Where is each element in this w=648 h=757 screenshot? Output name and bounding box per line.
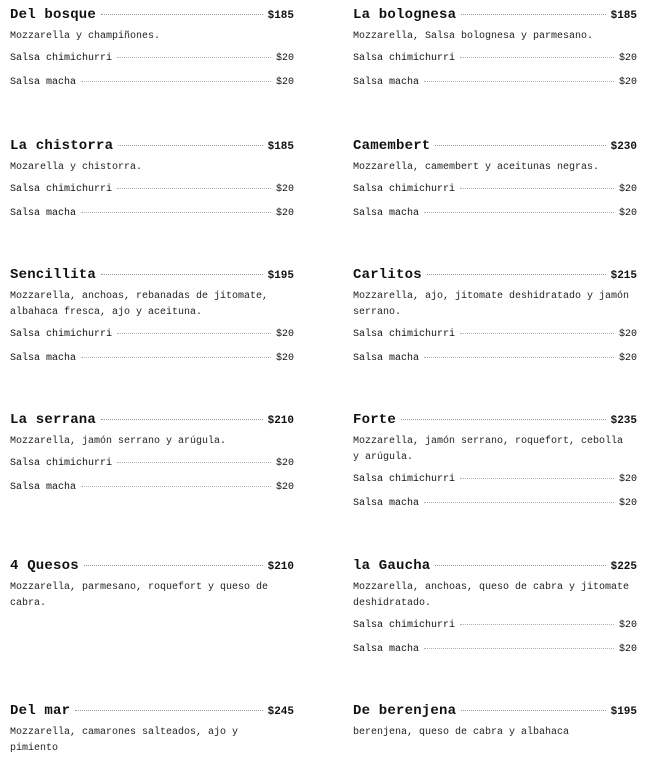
menu-item-description: Mozzarella, camarones salteados, ajo y pimiento — [10, 727, 239, 754]
sauce-price: $20 — [618, 353, 637, 364]
menu-item-title: Del mar — [10, 703, 71, 719]
sauce-price: $20 — [618, 474, 637, 485]
menu-item-description: Mozarella y chistorra. — [10, 162, 143, 173]
sauce-price: $20 — [275, 482, 294, 493]
dot-leader — [401, 419, 606, 420]
sauce-option — [353, 53, 637, 69]
sauce-price: $20 — [618, 329, 637, 340]
menu-item-price: $185 — [610, 10, 637, 22]
sauce-price: $20 — [275, 458, 294, 469]
menu-item-header — [353, 703, 637, 723]
dot-leader — [461, 14, 605, 15]
sauce-option — [353, 474, 637, 490]
menu-item — [353, 703, 637, 741]
dot-leader — [435, 145, 605, 146]
dot-leader — [117, 188, 271, 189]
sauce-price: $20 — [618, 498, 637, 509]
sauce-label: Salsa chimichurri — [10, 458, 113, 469]
sauce-label: Salsa chimichurri — [353, 184, 456, 195]
sauce-option — [10, 353, 294, 369]
menu-item-description: Mozzarella, jamón serrano y arúgula. — [10, 436, 227, 447]
sauce-price: $20 — [618, 184, 637, 195]
sauce-option — [353, 353, 637, 369]
menu-item-price: $225 — [610, 561, 637, 573]
dot-leader — [81, 357, 271, 358]
sauce-price: $20 — [275, 329, 294, 340]
dot-leader — [81, 81, 271, 82]
dot-leader — [424, 648, 614, 649]
sauce-label: Salsa chimichurri — [10, 329, 113, 340]
menu-item-title: 4 Quesos — [10, 558, 79, 574]
menu-item-description: Mozzarella, anchoas, queso de cabra y jitomate deshidratado. — [353, 582, 630, 609]
menu-item — [353, 412, 637, 514]
menu-item-title: Forte — [353, 412, 397, 428]
sauce-price: $20 — [618, 77, 637, 88]
sauce-label: Salsa macha — [10, 208, 77, 219]
sauce-label: Salsa macha — [353, 353, 420, 364]
menu-item — [353, 558, 637, 660]
menu-item-header — [10, 703, 294, 723]
menu-item-description: Mozzarella, jamón serrano, roquefort, cebolla y arúgula. — [353, 436, 624, 463]
dot-leader — [424, 357, 614, 358]
menu-item-header — [10, 267, 294, 287]
sauce-option — [353, 644, 637, 660]
sauce-label: Salsa macha — [353, 77, 420, 88]
menu-item-title: Sencillita — [10, 267, 97, 283]
dot-leader — [101, 14, 263, 15]
sauce-label: Salsa macha — [353, 644, 420, 655]
sauce-option — [353, 77, 637, 93]
sauce-price: $20 — [275, 77, 294, 88]
dot-leader — [424, 212, 614, 213]
sauce-option — [353, 208, 637, 224]
sauce-option — [353, 498, 637, 514]
menu-item-header — [353, 267, 637, 287]
sauce-price: $20 — [275, 353, 294, 364]
menu-item-title: Del bosque — [10, 7, 97, 23]
menu-item-description: Mozzarella y champiñones. — [10, 31, 161, 42]
dot-leader — [75, 710, 262, 711]
menu-item-price: $235 — [610, 415, 637, 427]
dot-leader — [118, 145, 262, 146]
menu-item-title: Carlitos — [353, 267, 422, 283]
menu-item-title: La serrana — [10, 412, 97, 428]
dot-leader — [101, 274, 263, 275]
menu-item-header — [10, 7, 294, 27]
sauce-label: Salsa macha — [10, 353, 77, 364]
menu-item-header — [353, 558, 637, 578]
dot-leader — [460, 624, 614, 625]
dot-leader — [460, 478, 614, 479]
dot-leader — [435, 565, 605, 566]
sauce-label: Salsa chimichurri — [10, 184, 113, 195]
sauce-label: Salsa chimichurri — [353, 620, 456, 631]
menu-item-description: Mozzarella, Salsa bolognesa y parmesano. — [353, 31, 594, 42]
menu-item-price: $195 — [267, 270, 294, 282]
menu-item-description: berenjena, queso de cabra y albahaca — [353, 727, 570, 738]
sauce-option — [10, 77, 294, 93]
menu-item-price: $245 — [267, 706, 294, 718]
menu-item — [353, 138, 637, 224]
dot-leader — [101, 419, 263, 420]
menu-item-title: Camembert — [353, 138, 431, 154]
menu-item — [10, 7, 294, 93]
menu-item-title: La bolognesa — [353, 7, 457, 23]
sauce-label: Salsa chimichurri — [353, 329, 456, 340]
dot-leader — [117, 333, 271, 334]
menu-item-header — [10, 138, 294, 158]
dot-leader — [81, 212, 271, 213]
sauce-label: Salsa chimichurri — [353, 474, 456, 485]
sauce-price: $20 — [618, 208, 637, 219]
dot-leader — [81, 486, 271, 487]
sauce-price: $20 — [275, 208, 294, 219]
menu-item-price: $185 — [267, 141, 294, 153]
menu-item — [10, 267, 294, 369]
menu-item — [353, 7, 637, 93]
dot-leader — [427, 274, 606, 275]
menu-item-title: La chistorra — [10, 138, 114, 154]
menu-item-price: $210 — [267, 561, 294, 573]
sauce-option — [10, 208, 294, 224]
sauce-option — [10, 53, 294, 69]
sauce-label: Salsa macha — [10, 77, 77, 88]
menu-item — [10, 412, 294, 498]
menu-item-description: Mozzarella, camembert y aceitunas negras. — [353, 162, 600, 173]
sauce-price: $20 — [618, 53, 637, 64]
menu-item-header — [10, 412, 294, 432]
sauce-option — [353, 620, 637, 636]
menu-item-price: $210 — [267, 415, 294, 427]
sauce-option — [353, 329, 637, 345]
menu-item-title: De berenjena — [353, 703, 457, 719]
menu-item-header — [353, 138, 637, 158]
dot-leader — [461, 710, 605, 711]
dot-leader — [117, 57, 271, 58]
sauce-option — [10, 329, 294, 345]
menu-item-price: $230 — [610, 141, 637, 153]
menu-item — [10, 558, 294, 612]
dot-leader — [460, 57, 614, 58]
sauce-label: Salsa chimichurri — [10, 53, 113, 64]
menu-item-description: Mozzarella, ajo, jitomate deshidratado y jamón serrano. — [353, 291, 630, 318]
menu-item — [10, 703, 294, 757]
sauce-option — [10, 184, 294, 200]
sauce-price: $20 — [618, 620, 637, 631]
dot-leader — [424, 502, 614, 503]
sauce-price: $20 — [275, 184, 294, 195]
sauce-label: Salsa macha — [353, 208, 420, 219]
menu-item-title: la Gaucha — [353, 558, 431, 574]
dot-leader — [117, 462, 271, 463]
dot-leader — [84, 565, 263, 566]
sauce-label: Salsa macha — [353, 498, 420, 509]
sauce-option — [10, 482, 294, 498]
sauce-label: Salsa macha — [10, 482, 77, 493]
sauce-label: Salsa chimichurri — [353, 53, 456, 64]
sauce-option — [10, 458, 294, 474]
dot-leader — [460, 333, 614, 334]
sauce-price: $20 — [618, 644, 637, 655]
menu-item — [10, 138, 294, 224]
sauce-option — [353, 184, 637, 200]
menu-item-price: $185 — [267, 10, 294, 22]
menu-item-header — [353, 7, 637, 27]
dot-leader — [424, 81, 614, 82]
menu-item-header — [10, 558, 294, 578]
menu-item-header — [353, 412, 637, 432]
sauce-price: $20 — [275, 53, 294, 64]
menu-item-description: Mozzarella, anchoas, rebanadas de jitomate, albahaca fresca, ajo y aceituna. — [10, 291, 269, 318]
menu-item — [353, 267, 637, 369]
dot-leader — [460, 188, 614, 189]
menu-item-description: Mozzarella, parmesano, roquefort y queso de cabra. — [10, 582, 269, 609]
menu-item-price: $215 — [610, 270, 637, 282]
menu-item-price: $195 — [610, 706, 637, 718]
